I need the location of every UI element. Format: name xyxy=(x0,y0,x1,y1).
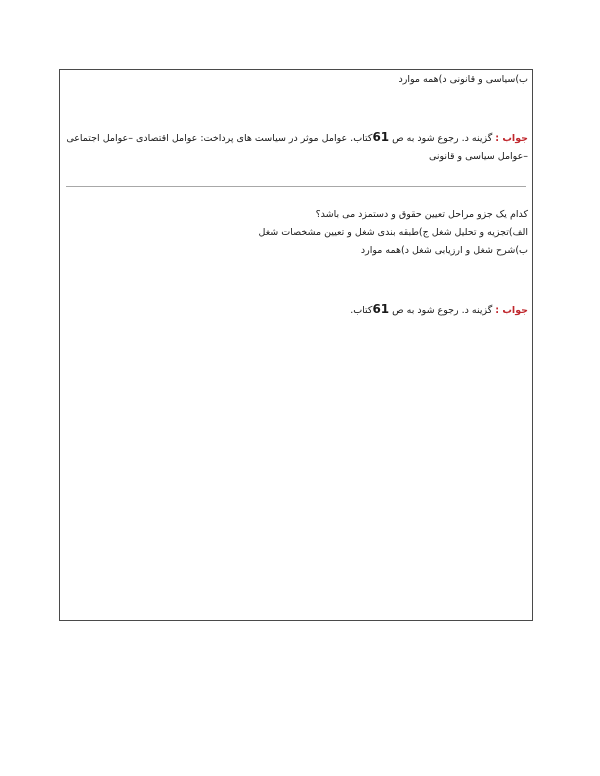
question-block2 xyxy=(64,206,528,224)
option-line-2-block2 xyxy=(64,242,528,260)
answer-paragraph-block1 xyxy=(64,128,528,166)
answer-label: جواب : xyxy=(495,305,528,316)
answer-label: جواب : xyxy=(495,133,528,144)
options-text: ب)سیاسی و قانونی د)همه موارد xyxy=(398,74,528,85)
option-text: ب)شرح شغل و ارزیابی شغل د)همه موارد xyxy=(360,245,528,256)
answer-text-post: کتاب. xyxy=(350,305,373,316)
answer-text-pre: گزینه د. رجوع شود به ص xyxy=(392,133,493,144)
answer-paragraph-block2 xyxy=(64,300,528,320)
question-text: کدام یک جزو مراحل تعیین حقوق و دستمزد می باشد؟ xyxy=(315,209,528,220)
section-divider xyxy=(66,186,526,187)
answer-text-post: کتاب. عوامل موثر در سیاست های پرداخت: عوامل اقتصادی –عوامل اجتماعی –عوامل سیاسی و قانونی xyxy=(66,133,528,162)
option-line-1-block2 xyxy=(64,224,528,242)
page-number: 61 xyxy=(372,302,390,316)
options-line-block1 xyxy=(64,71,528,89)
option-text: الف)تجزیه و تحلیل شغل ج)طبقه بندی شغل و تعیین مشخصات شغل xyxy=(258,227,528,238)
answer-text-pre: گزینه د. رجوع شود به ص xyxy=(392,305,493,316)
page-frame xyxy=(59,69,533,621)
page-number: 61 xyxy=(372,130,390,144)
